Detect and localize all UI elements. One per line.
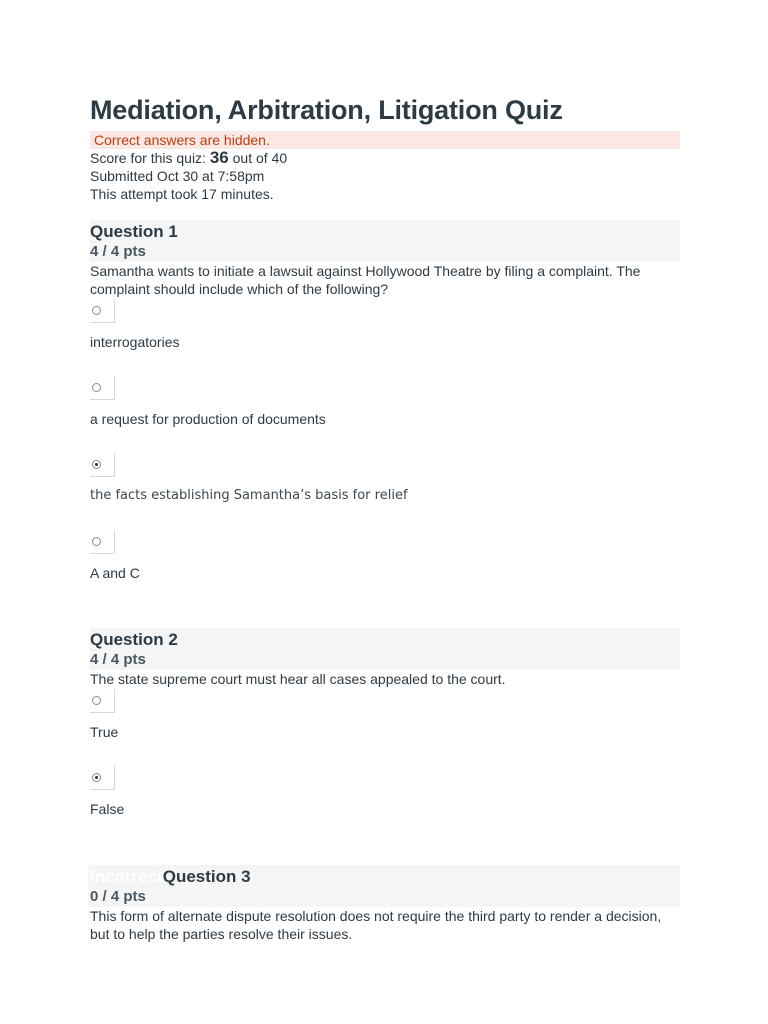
answer-radio-box[interactable] — [90, 453, 115, 477]
question-header — [88, 865, 680, 907]
answer-option[interactable] — [90, 766, 680, 818]
answers-hidden-banner: Correct answers are hidden. — [90, 131, 680, 149]
answer-option[interactable] — [90, 299, 680, 351]
question-text: This form of alternate dispute resolution does not require the third party to render a decision, but to help the parties resolve their issues. — [90, 908, 662, 942]
answer-option[interactable] — [90, 376, 680, 428]
question-number: Question 2 — [90, 630, 178, 649]
answer-radio-box[interactable] — [90, 530, 115, 554]
question-2 — [90, 628, 680, 818]
answer-label: False — [90, 801, 125, 817]
score-value: 36 — [209, 148, 229, 167]
radio-selected-icon[interactable] — [92, 773, 101, 782]
question-3 — [90, 865, 680, 943]
answer-radio-box[interactable] — [90, 299, 115, 323]
quiz-title: Mediation, Arbitration, Litigation Quiz — [90, 95, 563, 125]
submitted-time: Submitted Oct 30 at 7:58pm — [90, 168, 265, 184]
quiz-results-page — [90, 94, 680, 943]
question-status-incorrect: Incorrect — [90, 867, 163, 886]
question-header — [90, 628, 680, 670]
answer-option[interactable] — [90, 530, 680, 582]
question-text: The state supreme court must hear all cases appealed to the court. — [90, 671, 506, 687]
question-points: 4 / 4 pts — [90, 651, 146, 668]
question-number: Question 3 — [162, 867, 251, 886]
question-points: 0 / 4 pts — [90, 888, 146, 905]
score-suffix: out of 40 — [228, 150, 288, 166]
answer-label: interrogatories — [90, 334, 180, 350]
attempt-duration: This attempt took 17 minutes. — [90, 186, 274, 202]
question-title — [90, 220, 680, 243]
question-title — [90, 865, 680, 888]
radio-selected-icon[interactable] — [92, 460, 101, 469]
question-title — [90, 628, 680, 651]
radio-unselected-icon[interactable] — [92, 306, 101, 315]
answer-option[interactable] — [90, 453, 680, 505]
quiz-score — [90, 149, 680, 167]
radio-unselected-icon[interactable] — [92, 383, 101, 392]
question-1 — [90, 220, 680, 582]
question-header — [90, 220, 680, 262]
answer-label: a request for production of documents — [90, 411, 326, 427]
question-points: 4 / 4 pts — [90, 243, 146, 260]
radio-unselected-icon[interactable] — [92, 696, 101, 705]
answer-option[interactable] — [90, 689, 680, 741]
answer-label: the facts establishing Samantha’s basis for relief — [90, 488, 408, 503]
radio-unselected-icon[interactable] — [92, 537, 101, 546]
answer-label: True — [90, 724, 119, 740]
answer-label: A and C — [90, 565, 140, 581]
answer-radio-box[interactable] — [90, 689, 115, 713]
question-number: Question 1 — [90, 222, 178, 241]
answer-radio-box[interactable] — [90, 766, 115, 790]
question-text: Samantha wants to initiate a lawsuit against Hollywood Theatre by filing a complaint. The complaint should include which of the following? — [90, 263, 641, 297]
answer-radio-box[interactable] — [90, 376, 115, 400]
score-prefix: Score for this quiz: — [90, 150, 210, 166]
